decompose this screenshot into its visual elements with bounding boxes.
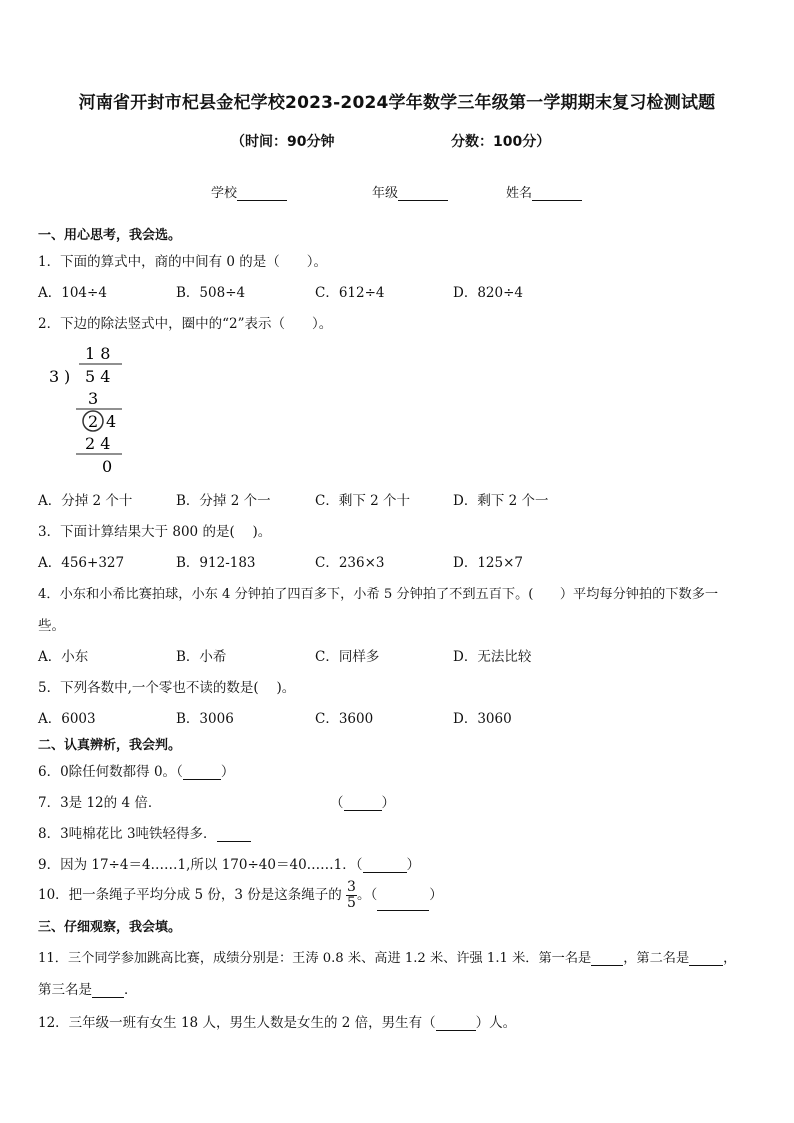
question-1-stem: 1．下面的算式中，商的中间有 0 的是（ ）。	[38, 254, 328, 270]
page-title: 河南省开封市杞县金杞学校2023-2024学年数学三年级第一学期期末复习检测试题	[78, 93, 716, 113]
q11-second-blank[interactable]	[689, 951, 723, 966]
q5-option-d[interactable]: D．3060	[453, 711, 512, 727]
name-field[interactable]	[506, 182, 582, 201]
step2-product: 2 4	[85, 434, 111, 453]
question-3-stem: 3．下面计算结果大于 800 的是( )。	[38, 524, 272, 540]
q1-option-d[interactable]: D．820÷4	[453, 285, 523, 301]
school-field[interactable]	[211, 182, 287, 201]
q4-option-b[interactable]: B．小希	[176, 649, 227, 665]
q3-option-d[interactable]: D．125×7	[453, 555, 523, 571]
dividend-text: 5 4	[85, 367, 111, 386]
question-2-stem: 2．下边的除法竖式中，圈中的“2”表示（ ）。	[38, 316, 333, 332]
school-blank[interactable]	[237, 186, 287, 201]
question-6-text: 6．0除任何数都得 0。	[38, 764, 177, 780]
q11-text-part2: ，第二名是	[623, 951, 690, 966]
q6-paren-open: （	[176, 764, 183, 780]
section-1-title: 一、用心思考，我会选。	[38, 228, 182, 243]
q9-paren-close: ）	[406, 857, 420, 873]
fraction-denominator: 5	[347, 895, 356, 911]
q12-answer-blank[interactable]	[436, 1016, 476, 1031]
q10-paren-close: ）	[429, 887, 443, 903]
q1-option-b[interactable]: B．508÷4	[176, 285, 246, 301]
question-8-text: 8．3吨棉花比 3吨铁轻得多．	[38, 826, 217, 842]
step1-product: 3	[88, 389, 99, 408]
school-label: 学校	[211, 186, 238, 201]
grade-field[interactable]	[372, 182, 448, 201]
q6-paren-close: ）	[220, 764, 235, 780]
q1-option-c[interactable]: C．612÷4	[315, 285, 385, 301]
question-9	[38, 853, 420, 873]
q5-option-a[interactable]: A．6003	[38, 711, 96, 727]
q12-text-part1: 12．三年级一班有女生 18 人，男生人数是女生的 2 倍，男生有（	[38, 1015, 436, 1031]
q5-option-c[interactable]: C．3600	[315, 711, 374, 727]
q2-option-c[interactable]: C．剩下 2 个十	[315, 493, 411, 509]
q10-answer-blank[interactable]	[377, 896, 429, 911]
question-10	[38, 880, 443, 911]
long-division-figure	[44, 340, 154, 480]
question-9-text: 9．因为 17÷4＝4……1,所以 170÷40＝40……1．	[38, 857, 356, 873]
question-7-answer	[330, 791, 395, 811]
q4-option-a[interactable]: A．小东	[38, 649, 89, 665]
fraction-three-fifths	[346, 880, 357, 911]
q6-answer-blank[interactable]	[183, 765, 221, 780]
q9-answer-blank[interactable]	[363, 858, 407, 873]
question-4-stem-line1: 4．小东和小希比赛拍球，小东 4 分钟拍了四百多下，小希 5 分钟拍了不到五百下。( ）平均每分钟拍的下数多一	[38, 587, 719, 602]
q7-paren-close: ）	[381, 795, 395, 811]
q11-first-blank[interactable]	[591, 951, 623, 966]
question-6	[38, 760, 234, 780]
question-4-stem-line2: 些。	[38, 618, 65, 634]
q10-paren-open: 。（	[356, 887, 378, 903]
q12-text-part2: ）人。	[475, 1015, 517, 1031]
q11-text-part3: ，	[723, 951, 737, 966]
section-2-title: 二、认真辨析，我会判。	[38, 738, 182, 753]
q5-option-b[interactable]: B．3006	[176, 711, 234, 727]
question-10-text: 10．把一条绳子平均分成 5 份，3 份是这条绳子的	[38, 887, 342, 903]
question-8	[38, 822, 251, 842]
grade-blank[interactable]	[398, 186, 448, 201]
q8-answer-blank[interactable]	[217, 827, 251, 842]
q11-third-blank[interactable]	[92, 983, 124, 998]
q4-option-d[interactable]: D．无法比较	[453, 649, 532, 665]
q2-option-a[interactable]: A．分掉 2 个十	[38, 493, 133, 509]
q2-option-b[interactable]: B．分掉 2 个一	[176, 493, 271, 509]
fraction-numerator: 3	[347, 879, 356, 895]
question-11-line2	[38, 978, 138, 998]
q1-option-a[interactable]: A．104÷4	[38, 285, 107, 301]
remainder-circled-digit: 2	[88, 412, 99, 431]
question-11-line1	[38, 947, 736, 966]
q11-text-part4: 第三名是	[38, 982, 92, 998]
q3-option-b[interactable]: B．912-183	[176, 555, 256, 571]
bracket-paren: )	[64, 367, 71, 386]
exam-score: 分数：100分）	[451, 134, 551, 150]
question-12	[38, 1011, 516, 1031]
q11-text-part5: ．	[124, 982, 138, 998]
section-3-title: 三、仔细观察，我会填。	[38, 920, 182, 935]
final-remainder: 0	[102, 457, 113, 476]
divisor-text: 3	[49, 367, 60, 386]
quotient-text: 1 8	[85, 344, 111, 363]
q7-answer-blank[interactable]	[344, 796, 382, 811]
q9-paren-open: （	[355, 857, 363, 873]
q3-option-c[interactable]: C．236×3	[315, 555, 385, 571]
q11-text-part1: 11．三个同学参加跳高比赛，成绩分别是：王涛 0.8 米、高进 1.2 米、许强 1.1 米．第一名是	[38, 951, 592, 966]
q3-option-a[interactable]: A．456+327	[38, 555, 125, 571]
question-7-text: 7．3是 12的 4 倍．	[38, 795, 162, 811]
name-blank[interactable]	[532, 186, 582, 201]
q7-paren-open: （	[330, 795, 344, 811]
question-5-stem: 5．下列各数中,一个零也不读的数是( )。	[38, 680, 296, 696]
name-label: 姓名	[506, 186, 533, 201]
remainder-digit: 4	[106, 412, 117, 431]
exam-time: （时间：90分钟	[231, 134, 335, 150]
grade-label: 年级	[372, 186, 399, 201]
q4-option-c[interactable]: C．同样多	[315, 649, 380, 665]
q2-option-d[interactable]: D．剩下 2 个一	[453, 493, 549, 509]
